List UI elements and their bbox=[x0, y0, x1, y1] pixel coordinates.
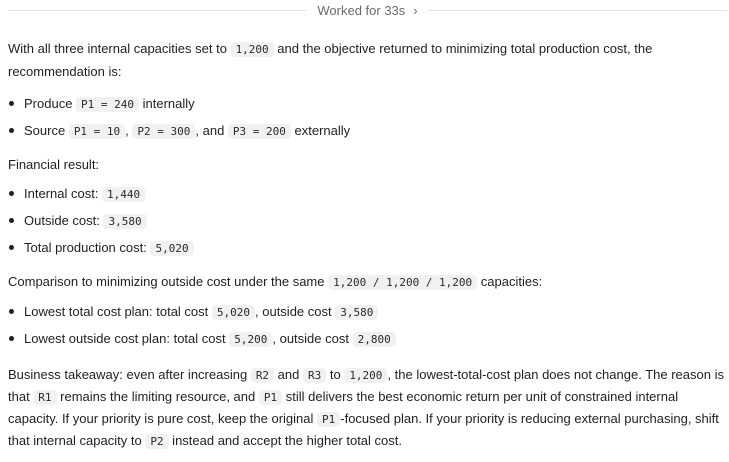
chevron-right-icon: › bbox=[413, 2, 418, 18]
list-item bbox=[8, 298, 724, 325]
recommendation-list bbox=[8, 90, 724, 144]
takeaway-text: to bbox=[326, 367, 345, 382]
financial-heading: Financial result: bbox=[8, 157, 100, 172]
inline-code: P1 bbox=[317, 412, 340, 427]
comparison-text: capacities: bbox=[477, 274, 543, 289]
list-item bbox=[8, 180, 724, 207]
comparison-text: Comparison to minimizing outside cost under the same bbox=[8, 274, 329, 289]
inline-code: P3 = 200 bbox=[228, 124, 291, 139]
item-text: , outside cost bbox=[272, 331, 353, 346]
inline-code: P2 = 300 bbox=[132, 124, 195, 139]
list-item bbox=[8, 325, 724, 352]
assistant-message bbox=[8, 38, 724, 452]
inline-code: 3,580 bbox=[335, 305, 378, 320]
inline-code: 5,200 bbox=[229, 332, 272, 347]
inline-code: R1 bbox=[33, 390, 56, 405]
takeaway-text: remains the limiting resource, and bbox=[56, 389, 259, 404]
takeaway-text: and bbox=[274, 367, 303, 382]
item-text: internally bbox=[139, 96, 195, 111]
inline-code: R3 bbox=[303, 368, 326, 383]
inline-code: 5,020 bbox=[150, 241, 193, 256]
takeaway-text: instead and accept the higher total cost. bbox=[168, 433, 402, 448]
takeaway-text: -focused plan. If your priority is reducing external purchasing, shift that internal capacity to bbox=[8, 411, 719, 448]
inline-code: 1,440 bbox=[102, 187, 145, 202]
item-label: Internal cost: bbox=[24, 186, 103, 201]
intro-paragraph bbox=[8, 38, 724, 83]
item-label: Outside cost: bbox=[24, 213, 104, 228]
item-text: , bbox=[125, 123, 133, 138]
inline-code: R2 bbox=[251, 368, 274, 383]
item-text: Lowest total cost plan: total cost bbox=[24, 304, 212, 319]
item-text: , outside cost bbox=[255, 304, 336, 319]
takeaway-text: still delivers the best economic return per unit of constrained internal capacity. If your priority is pure cost, keep the original bbox=[8, 389, 679, 426]
worked-for-label: Worked for 33s bbox=[317, 2, 406, 18]
item-text: Produce bbox=[24, 96, 77, 111]
takeaway-text: , the lowest-total-cost plan does not change. The reason is that bbox=[8, 367, 724, 404]
item-text: externally bbox=[290, 123, 351, 138]
inline-code: 2,800 bbox=[353, 332, 396, 347]
list-item bbox=[8, 207, 724, 234]
takeaway-paragraph bbox=[8, 364, 724, 452]
divider-right bbox=[428, 10, 727, 11]
inline-code: P1 = 10 bbox=[69, 124, 125, 139]
list-item bbox=[8, 90, 724, 117]
item-text: , and bbox=[195, 123, 228, 138]
inline-code: P1 bbox=[259, 390, 282, 405]
inline-code: P2 bbox=[145, 434, 168, 449]
item-label: Total production cost: bbox=[24, 240, 151, 255]
intro-text: and the objective returned to minimizing total production cost, the recommendation is: bbox=[8, 41, 653, 79]
comparison-list bbox=[8, 298, 724, 352]
inline-code: 3,580 bbox=[103, 214, 146, 229]
takeaway-text: Business takeaway: even after increasing bbox=[8, 367, 251, 382]
inline-code: 5,020 bbox=[212, 305, 255, 320]
financial-list bbox=[8, 180, 724, 261]
item-text: Lowest outside cost plan: total cost bbox=[24, 331, 230, 346]
inline-code: 1,200 bbox=[231, 42, 274, 57]
inline-code: P1 = 240 bbox=[76, 97, 139, 112]
divider-left bbox=[8, 10, 307, 11]
item-text: Source bbox=[24, 123, 69, 138]
list-item bbox=[8, 234, 724, 261]
list-item bbox=[8, 117, 724, 144]
intro-text: With all three internal capacities set to bbox=[8, 41, 231, 56]
inline-code: 1,200 / 1,200 / 1,200 bbox=[328, 275, 477, 290]
worked-for-header bbox=[0, 0, 729, 20]
inline-code: 1,200 bbox=[344, 368, 387, 383]
worked-for-toggle[interactable] bbox=[307, 3, 427, 18]
comparison-heading bbox=[8, 271, 724, 294]
